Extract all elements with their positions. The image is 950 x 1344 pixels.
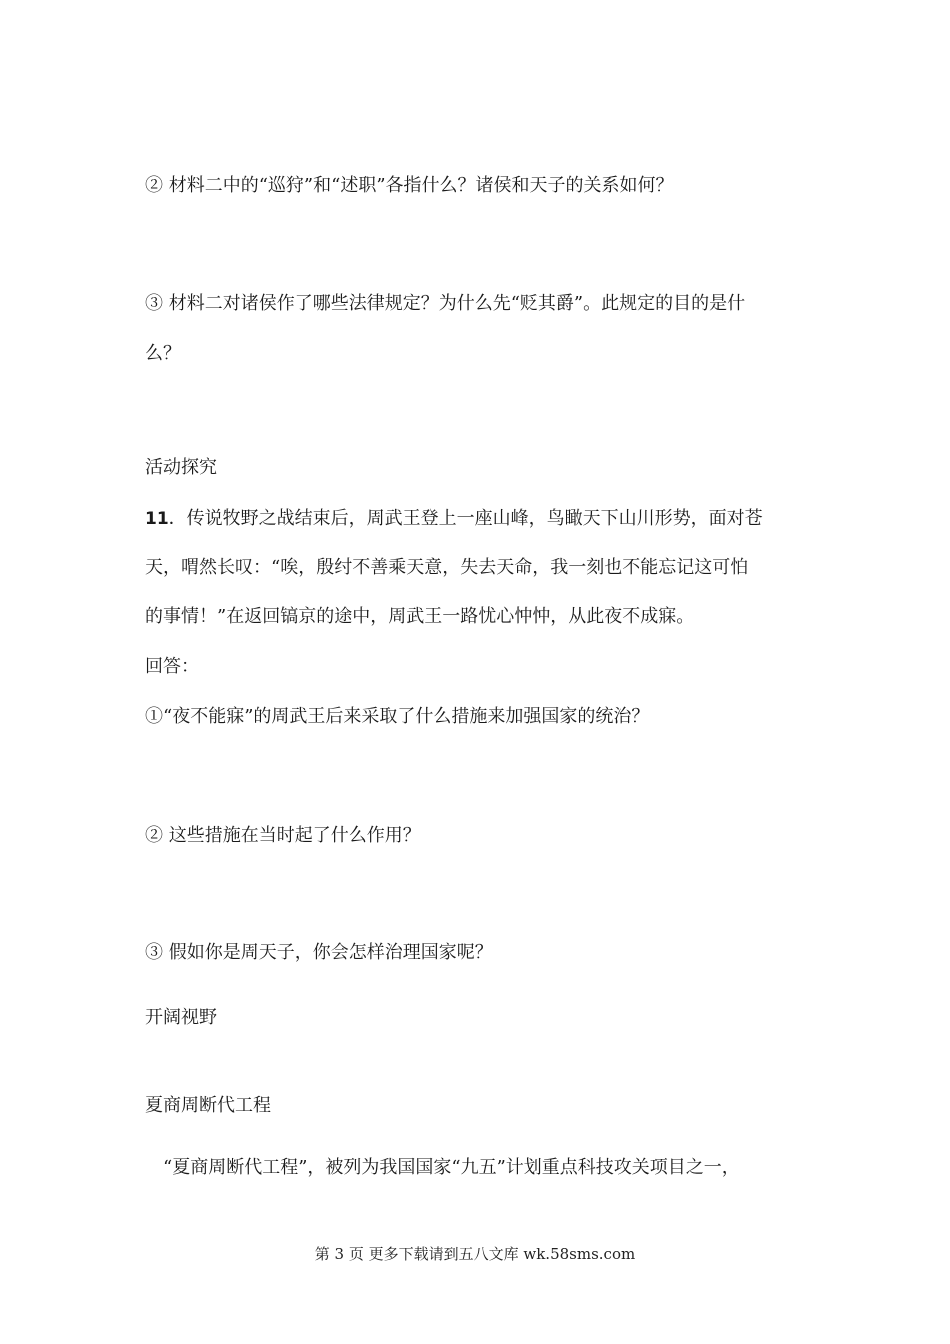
q11-paragraph-line1 <box>145 507 763 531</box>
q11-number: 11 <box>145 509 169 529</box>
q11-answer-label: 回答： <box>145 656 199 677</box>
q11-sub3-text: ③ 假如你是周天子，你会怎样治理国家呢？ <box>145 942 493 963</box>
article-paragraph-line1: “夏商周断代工程”，被列为我国国家“九五”计划重点科技攻关项目之一， <box>163 1157 740 1178</box>
section-heading-horizon: 开阔视野 <box>145 1007 217 1028</box>
q11-line1-text: ．传说牧野之战结束后，周武王登上一座山峰，鸟瞰天下山川形势，面对苍 <box>168 508 763 529</box>
article-title: 夏商周断代工程 <box>145 1095 271 1116</box>
page-footer: 第 3 页 更多下载请到五八文库 wk.58sms.com <box>314 1245 636 1263</box>
q11-sub2-text: ② 这些措施在当时起了什么作用？ <box>145 825 421 846</box>
q10-sub2-text: ② 材料二中的“巡狩”和“述职”各指什么？诸侯和天子的关系如何？ <box>145 175 674 196</box>
section-heading-activity: 活动探究 <box>145 457 217 478</box>
q11-sub1-text: ①“夜不能寐”的周武王后来采取了什么措施来加强国家的统治？ <box>145 706 650 727</box>
q10-sub3-text-line2: 么？ <box>145 343 181 364</box>
q11-paragraph-line3: 的事情！”在返回镐京的途中，周武王一路忧心忡忡，从此夜不成寐。 <box>145 606 695 627</box>
q10-sub3-text-line1: ③ 材料二对诸侯作了哪些法律规定？为什么先“贬其爵”。此规定的目的是什 <box>145 293 746 314</box>
q11-paragraph-line2: 天，喟然长叹：“唉，殷纣不善乘天意，失去天命，我一刻也不能忘记这可怕 <box>145 557 749 578</box>
